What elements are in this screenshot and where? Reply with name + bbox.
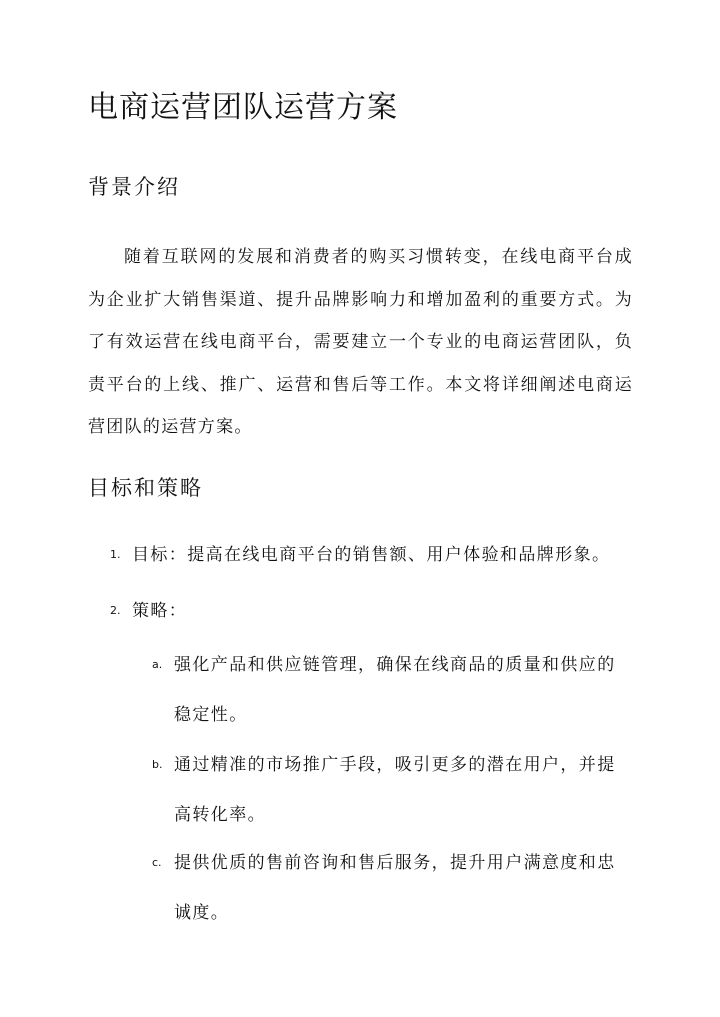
sub-list-text-line: 提供优质的售前咨询和售后服务，提升用户满意度和忠 bbox=[174, 853, 616, 873]
sub-list-text bbox=[174, 750, 630, 830]
sub-list-marker: a. bbox=[152, 658, 163, 671]
sub-list-text-line: 高转化率。 bbox=[174, 805, 266, 825]
section-heading-background: 背景介绍 bbox=[88, 175, 180, 199]
sub-list-text bbox=[174, 650, 630, 730]
sub-list-text-line: 强化产品和供应链管理，确保在线商品的质量和供应的 bbox=[174, 655, 616, 675]
sub-list-marker: c. bbox=[152, 856, 162, 869]
sub-list-text-line: 稳定性。 bbox=[174, 705, 248, 725]
sub-list-text-line: 诚度。 bbox=[174, 903, 230, 923]
list-item-text: 目标：提高在线电商平台的销售额、用户体验和品牌形象。 bbox=[132, 545, 611, 565]
background-paragraph: 随着互联网的发展和消费者的购买习惯转变，在线电商平台成为企业扩大销售渠道、提升品牌影响力和增加盈利的重要方式。为了有效运营在线电商平台，需要建立一个专业的电商运营团队，负责平台的上线、推广、运营和售后等工作。本文将详细阐述电商运营团队的运营方案。 bbox=[88, 247, 633, 437]
list-marker: 1. bbox=[110, 548, 121, 561]
sub-list-text bbox=[174, 848, 630, 928]
list-marker: 2. bbox=[110, 604, 121, 617]
document-title: 电商运营团队运营方案 bbox=[88, 90, 398, 125]
sub-list-text-line: 通过精准的市场推广手段，吸引更多的潜在用户，并提 bbox=[174, 755, 616, 775]
sub-list-marker: b. bbox=[152, 758, 163, 771]
list-item-text: 策略： bbox=[132, 601, 188, 621]
section-heading-goals: 目标和策略 bbox=[88, 476, 203, 500]
